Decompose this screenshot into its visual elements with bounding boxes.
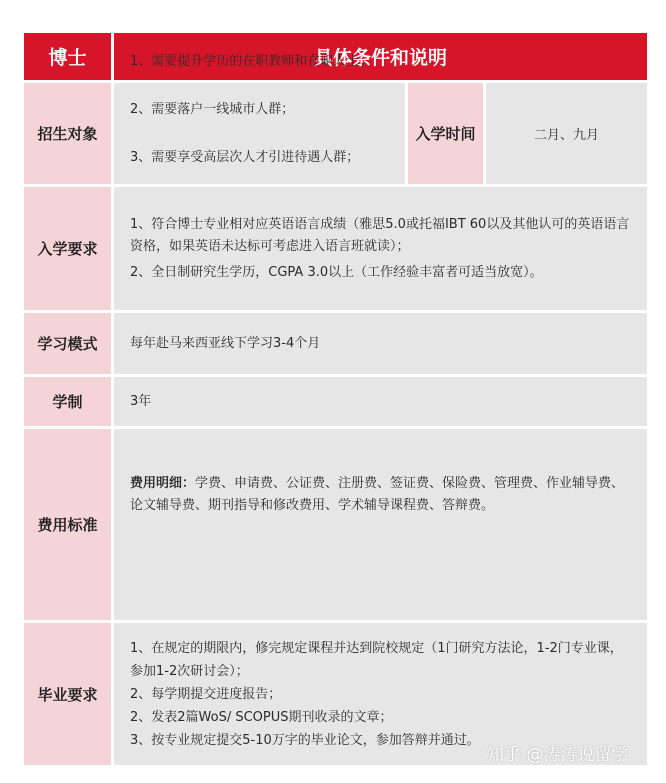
entry-label: 入学要求 — [24, 187, 114, 310]
duration-label: 学制 — [24, 377, 114, 426]
fee-lead: 费用明细： — [130, 476, 196, 491]
header-degree: 博士 — [24, 33, 114, 80]
target-item: 3、需要享受高层次人才引进待遇人群； — [130, 149, 360, 165]
study-mode-content — [114, 313, 647, 374]
fee-items: 学费、申请费、公证费、注册费、签证费、保险费、管理费、作业辅导费、论文辅导费、期刊指导和修改费用、学术辅导课程费、答辩费。 — [130, 476, 625, 513]
graduation-item: 2、每学期提交进度报告； — [130, 686, 282, 702]
fee-text — [130, 473, 635, 517]
graduation-item: 2、发表2篇WoS/ SCOPUS期刊收录的文章； — [130, 709, 393, 725]
study-mode-row — [24, 313, 647, 377]
entry-row — [24, 187, 647, 313]
fee-row — [24, 429, 647, 623]
graduation-label: 毕业要求 — [24, 623, 114, 765]
fee-label: 费用标准 — [24, 429, 114, 620]
phd-requirements-table — [24, 33, 647, 765]
graduation-item: 3、按专业规定提交5-10万字的毕业论文，参加答辩并通过。 — [130, 732, 480, 748]
entry-item: 1、符合博士专业相对应英语语言成绩（雅思5.0或托福IBT 60以及其他认可的英语语言资格，如果英语未达标可考虑进入语言班就读）； — [130, 216, 630, 254]
duration-text: 3年 — [130, 393, 152, 409]
intake-time-label: 入学时间 — [408, 83, 486, 184]
graduation-item: 1、在规定的期限内，修完规定课程并达到院校规定（1门研究方法论，1-2门专业课，参加1-2次研讨会）； — [130, 640, 623, 679]
intake-time-value: 二月、九月 — [486, 83, 647, 184]
header-conditions: 具体条件和说明 — [114, 33, 647, 80]
entry-item: 2、全日制研究生学历，CGPA 3.0以上（工作经验丰富者可适当放宽）。 — [130, 264, 543, 280]
fee-content — [114, 429, 647, 620]
entry-content — [114, 187, 647, 310]
duration-row — [24, 377, 647, 429]
target-label: 招生对象 — [24, 83, 114, 184]
study-mode-text: 每年赴马来西亚线下学习3-4个月 — [130, 335, 321, 351]
study-mode-label: 学习模式 — [24, 313, 114, 374]
zhihu-watermark: 知乎 @涛涛说留学 — [487, 745, 629, 765]
target-item: 1、需要提升学历的在职教师和在职人士； — [130, 53, 373, 69]
duration-content — [114, 377, 647, 426]
target-item: 2、需要落户一线城市人群； — [130, 101, 295, 117]
